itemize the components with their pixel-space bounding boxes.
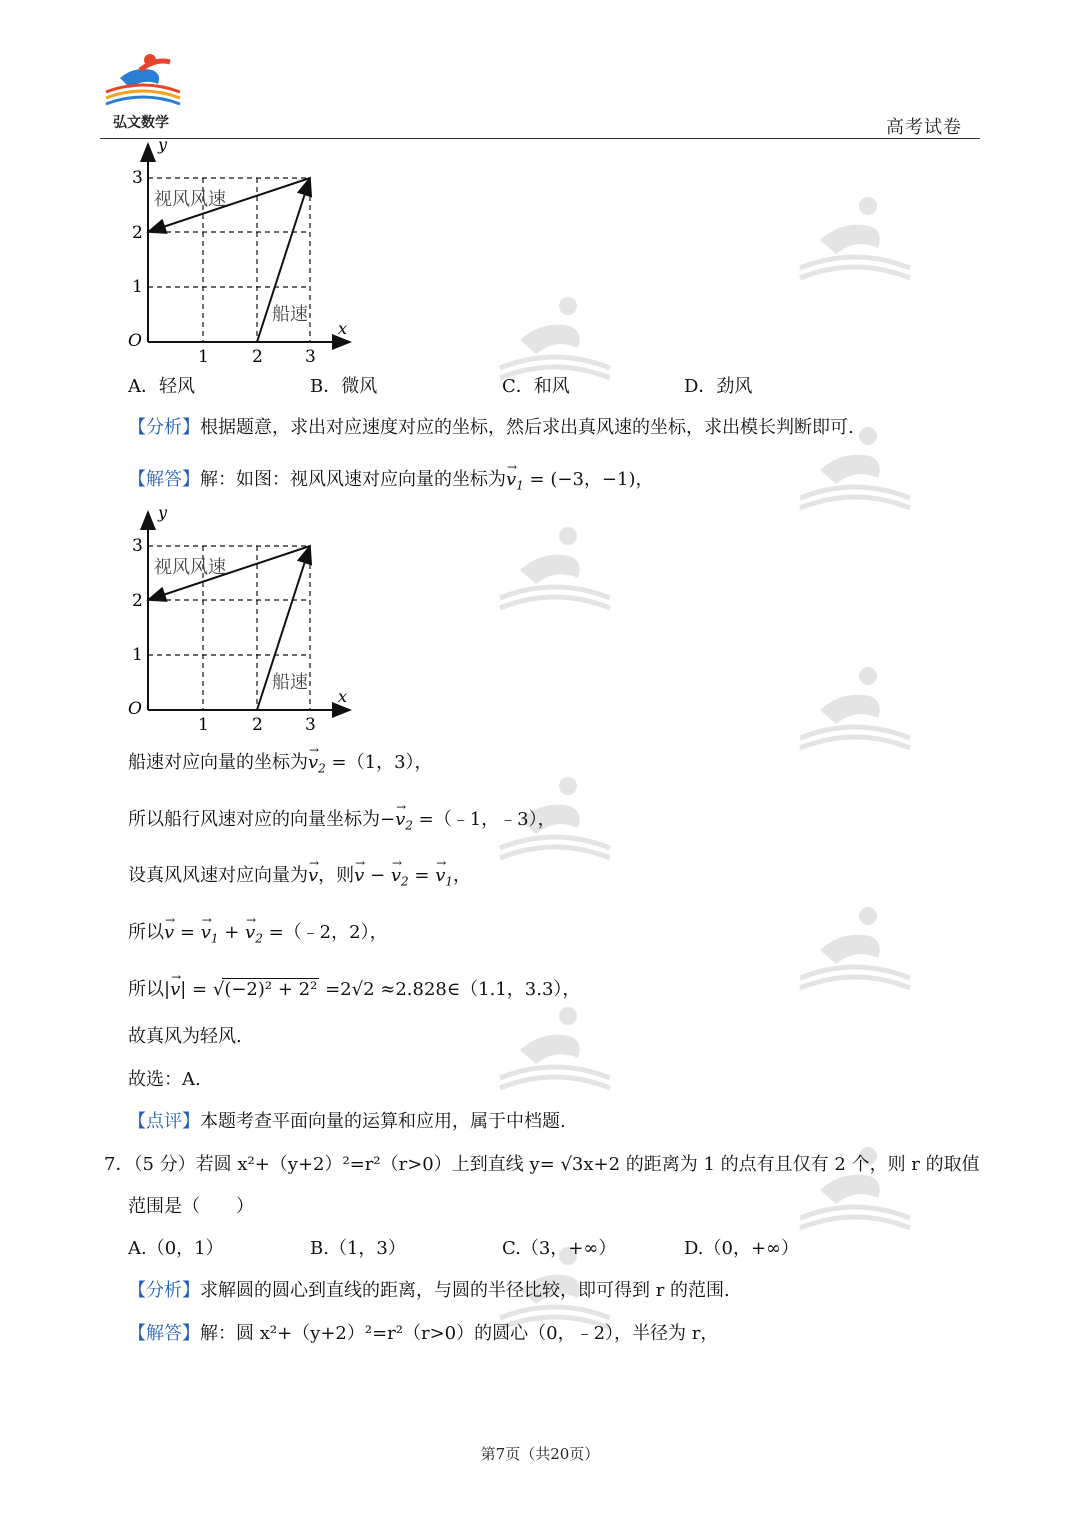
vector-v: → v (354, 862, 364, 890)
header-title: 高考试卷 (886, 117, 962, 138)
set-prefix: 设真风风速对应向量为 (128, 865, 308, 886)
sail-value: =（﹣1，﹣3）， (418, 809, 556, 830)
comment-line (128, 1108, 566, 1136)
vector-v1: → $v_1$ (201, 919, 219, 953)
x-tick-1: 1 (198, 347, 209, 367)
x-tick-2: 2 (252, 347, 263, 367)
option-b: B．微风 (310, 376, 378, 397)
label-apparent-wind: 视风风速 (154, 557, 226, 578)
y-tick-3: 3 (132, 536, 143, 556)
solution-line (128, 466, 653, 500)
sum-value: =（﹣2，2）， (268, 922, 388, 943)
option-c: C．和风 (502, 376, 570, 397)
axis-y-label: y (158, 506, 168, 522)
q7-option-d: D.（0，+∞） (684, 1238, 800, 1259)
ship-value: =（1，3）， (331, 752, 433, 773)
vector-v2: → $v_2$ (391, 862, 409, 896)
x-tick-2: 2 (252, 715, 263, 735)
vector-v1: → $v_1$ (435, 862, 453, 896)
solution-tag: 【解答】 (128, 469, 200, 490)
q7-option-b: B.（1，3） (310, 1238, 406, 1259)
conclusion: 故真风为轻风. (128, 1026, 242, 1047)
sum-prefix: 所以 (128, 922, 164, 943)
q7-stem-2: 范围是（ ） (128, 1196, 254, 1217)
q7-option-c: C.（3，+∞） (502, 1238, 617, 1259)
q7-analysis-line (128, 1277, 730, 1305)
vector-v2: → $v_2$ (245, 919, 263, 953)
axis-y-label: y (158, 138, 168, 154)
q7-stem-1: 7．（5 分）若圆 x²+（y+2）²=r²（r>0）上到直线 y= √3x+2 的距离为 1 的点有且仅有 2 个，则 r 的取值 (104, 1154, 980, 1175)
logo-text: 弘文数学 (113, 115, 169, 131)
vector-v: → v (308, 862, 318, 890)
ship-prefix: 船速对应向量的坐标为 (128, 752, 308, 773)
mag-radicand: (−2)² + 2² (224, 979, 318, 1000)
choice: 故选：A. (128, 1069, 201, 1090)
vector-v2: → $v_2$ (308, 749, 326, 783)
label-apparent-wind: 视风风速 (154, 189, 226, 210)
q7-analysis-text: 求解圆的圆心到直线的距离，与圆的半径比较，即可得到 r 的范围. (200, 1280, 730, 1301)
solution-v1: = (−3，−1)， (529, 469, 654, 490)
x-tick-1: 1 (198, 715, 209, 735)
origin-label: O (128, 699, 142, 719)
solution-step-set: 设真风风速对应向量为→ v，则→ v − → $v_2$ = → $v_1$， (128, 862, 471, 896)
label-ship-speed: 船速 (272, 304, 308, 325)
q7-solution-line (128, 1320, 718, 1348)
sail-prefix: 所以船行风速对应的向量坐标为− (128, 809, 396, 830)
vector-v: → v (164, 919, 174, 947)
set-tail: ， (453, 865, 472, 886)
watermark-icon (790, 660, 920, 770)
analysis-text: 根据题意，求出对应速度对应的坐标，然后求出真风速的坐标，求出模长判断即可. (200, 417, 854, 438)
solution-prefix: 解：如图：视风风速对应向量的坐标为 (200, 469, 506, 490)
q7-analysis-tag: 【分析】 (128, 1280, 200, 1301)
axis-x-label: x (338, 319, 348, 338)
option-d: D．劲风 (684, 376, 753, 397)
comment-text: 本题考查平面向量的运算和应用，属于中档题. (200, 1111, 566, 1132)
comment-tag: 【点评】 (128, 1111, 200, 1132)
solution-step-magnitude: 所以|→ v| = √(−2)² + 2² =2√2 ≈2.828∈（1.1，3.3）， (128, 976, 580, 1004)
mag-tail: =2√2 ≈2.828∈（1.1，3.3）， (325, 979, 581, 1000)
logo-icon (100, 48, 186, 110)
y-tick-1: 1 (132, 645, 143, 665)
watermark-icon (790, 190, 920, 300)
solution-step-ship (128, 749, 433, 783)
q7-option-a: A.（0，1） (128, 1238, 224, 1259)
y-tick-2: 2 (132, 591, 143, 611)
vector-v: → v (170, 976, 180, 1004)
vector-figure (120, 138, 360, 368)
option-a: A．轻风 (128, 376, 195, 397)
analysis-tag: 【分析】 (128, 417, 200, 438)
label-ship-speed: 船速 (272, 672, 308, 693)
watermark-icon (490, 520, 620, 630)
mag-mid: | = (180, 979, 208, 1000)
set-mid: ，则 (318, 865, 355, 886)
mag-prefix: 所以| (128, 979, 171, 1000)
analysis-line (128, 414, 854, 442)
watermark-icon (490, 1000, 620, 1110)
origin-label: O (128, 331, 142, 351)
q7-solution-tag: 【解答】 (128, 1323, 200, 1344)
solution-step-sail (128, 806, 556, 840)
vector-v2: → $v_2$ (395, 806, 413, 840)
x-tick-3: 3 (305, 347, 316, 367)
y-tick-2: 2 (132, 223, 143, 243)
y-tick-3: 3 (132, 168, 143, 188)
y-tick-1: 1 (132, 277, 143, 297)
axis-x-label: x (338, 687, 348, 706)
vector-figure (120, 506, 360, 736)
vector-v1: → $v_1$ (506, 466, 524, 500)
x-tick-3: 3 (305, 715, 316, 735)
q7-solution-text: 解：圆 x²+（y+2）²=r²（r>0）的圆心（0，﹣2），半径为 r， (200, 1323, 719, 1344)
watermark-icon (790, 900, 920, 1010)
solution-step-sum: 所以→ v = → $v_1$ + → $v_2$ =（﹣2，2）， (128, 919, 388, 953)
page-footer: 第7页（共20页） (480, 1445, 600, 1463)
